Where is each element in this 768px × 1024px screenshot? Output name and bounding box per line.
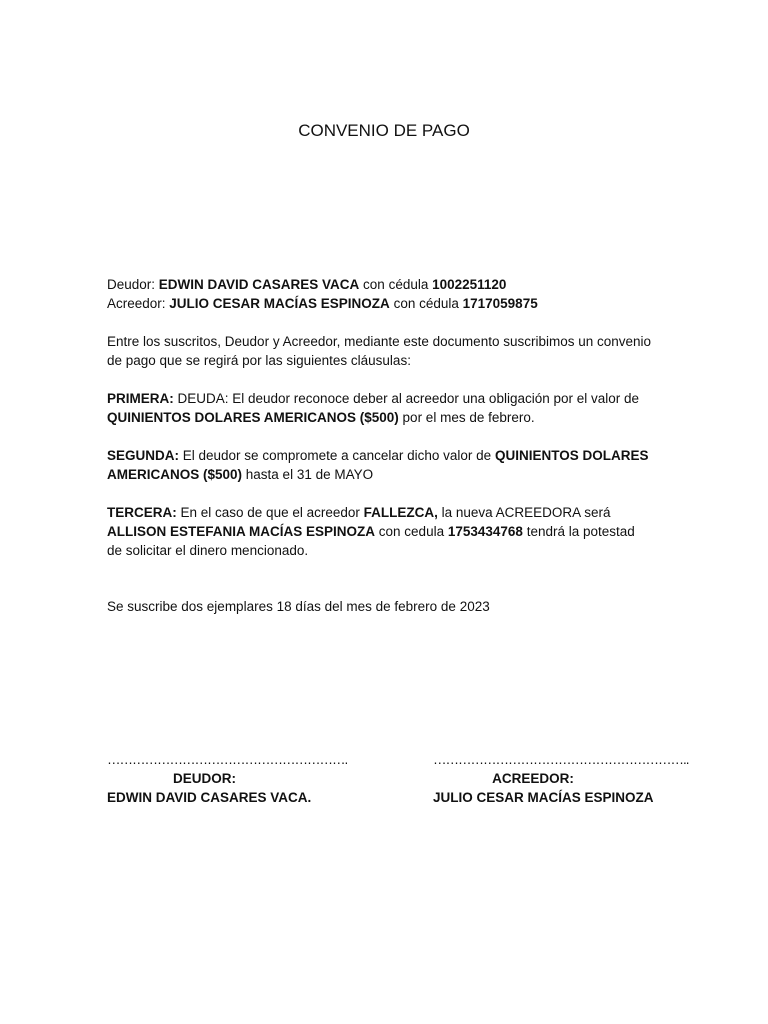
clause-primera-text2: por el mes de febrero. — [398, 410, 535, 425]
clause-tercera-word: FALLEZCA, — [363, 505, 438, 520]
signature-block-debtor — [107, 750, 348, 807]
clause-segunda — [107, 446, 652, 484]
creditor-id-label: con cédula — [389, 296, 463, 311]
document-title: CONVENIO DE PAGO — [298, 121, 470, 140]
signature-block-creditor — [433, 750, 689, 807]
creditor-label: Acreedor: — [107, 296, 170, 311]
debtor-line — [107, 275, 652, 294]
creditor-name: JULIO CESAR MACÍAS ESPINOZA — [169, 296, 390, 311]
clause-tercera-label: TERCERA: — [107, 505, 177, 520]
clause-tercera-text2: la nueva ACREEDORA será — [437, 505, 611, 520]
creditor-id: 1717059875 — [462, 296, 538, 311]
clause-primera-text1: DEUDA: El deudor reconoce deber al acreedor una obligación por el valor de — [173, 391, 640, 406]
clause-segunda-text1: El deudor se compromete a cancelar dicho valor de — [179, 448, 495, 463]
clause-segunda-text — [107, 446, 652, 484]
debtor-label: Deudor: — [107, 277, 159, 292]
intro-text: Entre los suscritos, Deudor y Acreedor, mediante este documento suscribimos un convenio de pago que se regirá por las siguientes cláusulas: — [107, 334, 652, 368]
clause-tercera-text3: con cedula — [375, 524, 448, 539]
signature-name-creditor: JULIO CESAR MACÍAS ESPINOZA — [433, 790, 654, 805]
clause-tercera-text4: tendrá la potestad de solicitar el dinero mencionado. — [107, 524, 635, 558]
clause-primera-label: PRIMERA: — [107, 391, 174, 406]
clause-segunda-text2: hasta el 31 de MAYO — [242, 467, 374, 482]
signature-line-debtor: …………………………………………………. — [107, 752, 348, 767]
clause-primera-amount: QUINIENTOS DOLARES AMERICANOS ($500) — [107, 410, 399, 425]
signature-name-debtor: EDWIN DAVID CASARES VACA. — [107, 790, 312, 805]
clause-primera-text — [107, 389, 652, 427]
closing-paragraph — [107, 597, 652, 616]
clause-tercera-text — [107, 503, 652, 560]
debtor-id: 1002251120 — [432, 277, 507, 292]
debtor-name: EDWIN DAVID CASARES VACA — [158, 277, 360, 292]
clause-segunda-label: SEGUNDA: — [107, 448, 180, 463]
signature-role-creditor: ACREEDOR: — [492, 771, 574, 786]
signature-line-creditor: …………………………………………………….. — [433, 752, 689, 767]
signature-role-debtor: DEUDOR: — [173, 771, 236, 786]
clause-primera — [107, 389, 652, 427]
clause-tercera-text1: En el caso de que el acreedor — [176, 505, 364, 520]
parties-section — [107, 275, 652, 313]
clause-tercera-new-creditor-id: 1753434768 — [447, 524, 523, 539]
debtor-id-label: con cédula — [359, 277, 433, 292]
clause-tercera-new-creditor: ALLISON ESTEFANIA MACÍAS ESPINOZA — [107, 524, 376, 539]
intro-paragraph — [107, 332, 652, 370]
closing-text: Se suscribe dos ejemplares 18 días del mes de febrero de 2023 — [107, 599, 490, 614]
clause-tercera — [107, 503, 652, 560]
clause-segunda-amount: QUINIENTOS DOLARES AMERICANOS ($500) — [107, 448, 649, 482]
creditor-line — [107, 294, 652, 313]
